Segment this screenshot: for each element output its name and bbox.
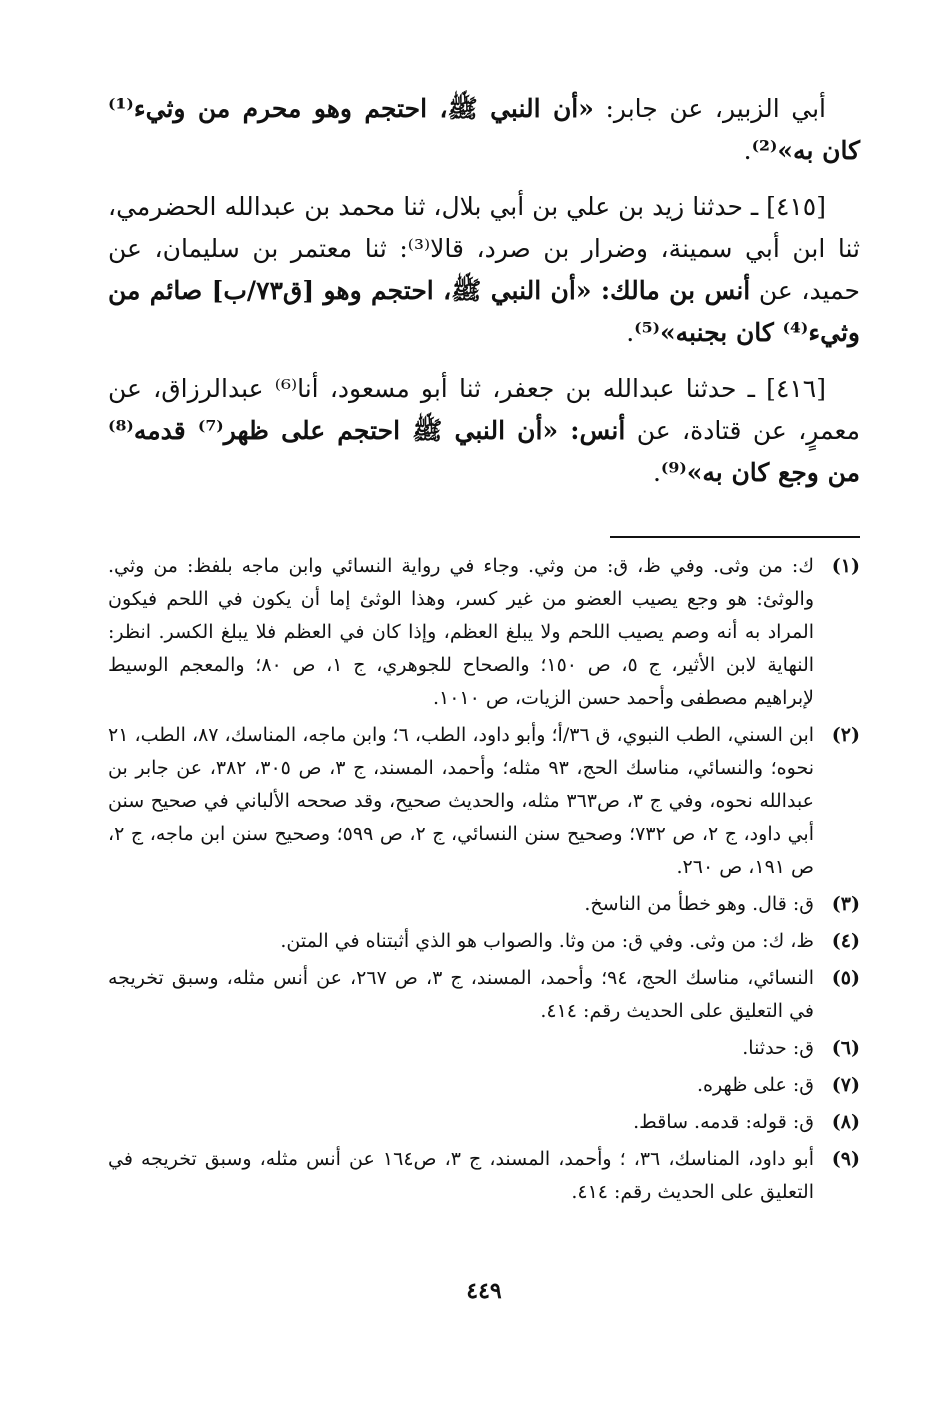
isnad-text: [٤١٥] ـ حدثنا زيد بن علي بن أبي بلال، ثنا محمد بن عبدالله الحضرمي، ثنا ابن أبي سمينة، وضرار بن صرد، قالا⁽³⁾: ثنا معتمر بن سليمان، عن حميد، عن <box>108 192 861 305</box>
paragraph-end: . <box>626 318 635 347</box>
paragraph-continuation <box>108 88 860 172</box>
footnotes <box>108 550 860 1209</box>
isnad-text: [٤١٦] ـ حدثنا عبدالله بن جعفر، ثنا أبو مسعود، أنا⁽⁶⁾ عبدالرزاق، عن معمرٍ، عن قتادة، عن <box>108 374 860 445</box>
footnote-number: (٤) <box>831 930 860 952</box>
footnote-number: (٧) <box>831 1074 860 1096</box>
footnote-number: (١) <box>831 555 860 577</box>
footnote-text: ق: حدثنا. <box>742 1037 814 1059</box>
main-text <box>108 88 860 494</box>
paragraph-end: . <box>743 136 752 165</box>
footnote-text: ظ، ك: من وثى. وفي ق: من وثا. والصواب هو الذي أثبتناه في المتن. <box>280 930 814 952</box>
footnote <box>108 925 860 958</box>
page-number: ٤٤٩ <box>466 1278 502 1304</box>
footnote <box>108 550 860 715</box>
footnote <box>108 1069 860 1102</box>
hadith-text: أنس: «أن النبي ﷺ احتجم على ظهر⁽⁷⁾ قدمه⁽⁸⁾ من وجع كان به»⁽⁹⁾ <box>108 416 860 487</box>
footnote <box>108 888 860 921</box>
footnote-number: (٥) <box>831 967 860 989</box>
footnote-separator <box>610 536 860 538</box>
paragraph-text: أبي الزبير، عن جابر: <box>593 94 827 123</box>
footnote-number: (٣) <box>831 893 860 915</box>
footnote <box>108 1106 860 1139</box>
footnote <box>108 719 860 884</box>
footnote <box>108 1143 860 1209</box>
footnote-number: (٨) <box>831 1111 860 1133</box>
footnote-text: ابن السني، الطب النبوي، ق ٣٦/أ؛ وأبو داود، الطب، ٦؛ وابن ماجه، المناسك، ٨٧، الطب، ٢١ نحوه؛ والنسائي، مناسك الحج، ٩٣ مثله؛ وأحمد، المسند، ج ٣، ص ٣٠٥، ٣٨٢، عن جابر بن عبدالله نحوه، وفي ج ٣، ص٣٦٣ مثله، والحديث صحيح، وقد صححه الألباني في صحيح سنن أبي داود، ج ٢، ص ٧٣٢؛ وصحيح سنن النسائي، ج ٢، ص ٥٩٩؛ وصحيح سنن ابن ماجه، ج ٢، ص ١٩١، ص ٢٦٠. <box>108 724 815 878</box>
footnote-number: (٢) <box>831 724 860 746</box>
footnote <box>108 962 860 1028</box>
footnote <box>108 1032 860 1065</box>
footnote-text: ق: قوله: قدمه. ساقط. <box>633 1111 814 1133</box>
footnote-text: النسائي، مناسك الحج، ٩٤؛ وأحمد، المسند، ج ٣، ص ٢٦٧، عن أنس مثله، وسبق تخريجه في التعليق على الحديث رقم: ٤١٤. <box>108 967 815 1022</box>
hadith-text: «أن النبي ﷺ، احتجم وهو محرم من وثيء⁽¹⁾ كان به»⁽²⁾ <box>108 94 860 165</box>
footnote-text: ك: من وثى. وفي ظ، ق: من وثي. وجاء في رواية النسائي وابن ماجه بلفظ: من وثي. والوثئ: هو وجع يصيب العضو من غير كسر، وهذا الوثئ إما أن يكون في اللحم فيكون المراد به أنه وصم يصيب اللحم ولا يبلغ العظم، وإذا كان في العظم فلا يبلغ الكسر. انظر: النهاية لابن الأثير، ج ٥، ص ١٥٠؛ والصحاح للجوهري، ج ١، ص ٨٠؛ والمعجم الوسيط لإبراهيم مصطفى وأحمد حسن الزيات، ص ١٠١٠. <box>108 555 815 709</box>
footnote-text: أبو داود، المناسك، ٣٦، ؛ وأحمد، المسند، ج ٣، ص١٦٤ عن أنس مثله، وسبق تخريجه في التعليق على الحديث رقم: ٤١٤. <box>108 1148 815 1203</box>
hadith-416 <box>108 368 860 494</box>
footnote-number: (٦) <box>831 1037 860 1059</box>
paragraph-end: . <box>652 458 661 487</box>
footnote-number: (٩) <box>831 1148 860 1170</box>
book-page <box>108 88 860 1368</box>
footnote-text: ق: على ظهره. <box>696 1074 814 1096</box>
hadith-text: أنس بن مالك: «أن النبي ﷺ، احتجم وهو [ق٧٣/ب] صائم من وثيء⁽⁴⁾ كان بجنبه»⁽⁵⁾ <box>108 276 860 347</box>
hadith-415 <box>108 186 860 354</box>
footnote-text: ق: قال. وهو خطأ من الناسخ. <box>584 893 814 915</box>
